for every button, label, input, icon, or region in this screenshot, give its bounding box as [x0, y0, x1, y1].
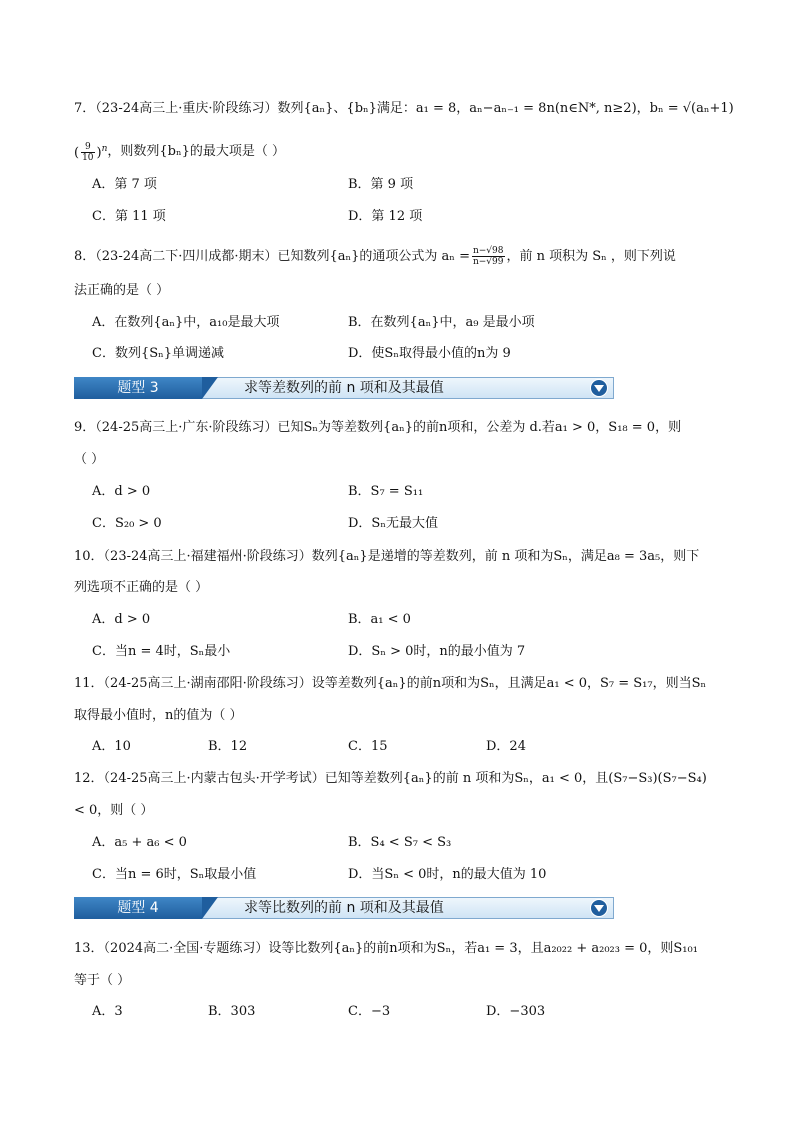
q10-option-b: B．a₁ < 0 — [348, 612, 411, 627]
q12-option-b: B．S₄ < S₇ < S₃ — [348, 835, 452, 850]
q11-option-a: A．10 — [92, 739, 131, 754]
section-banner-4 — [74, 897, 614, 919]
q9-stem-line2: （ ） — [74, 452, 105, 467]
q8-option-a: A．在数列{aₙ}中，a₁₀是最大项 — [92, 315, 280, 330]
q11-option-c: C．15 — [348, 739, 388, 754]
banner-tag-cut — [202, 377, 218, 399]
q8-frac-den: n−√99 — [472, 257, 504, 267]
q8-option-b: B．在数列{aₙ}中，a₉ 是最小项 — [348, 315, 535, 330]
q8-stem-line1 — [74, 246, 676, 267]
banner-tag: 题型 4 — [74, 897, 202, 919]
q7-option-d: D．第 12 项 — [348, 209, 423, 224]
q8-stem-text-a: 8．（23-24高二下·四川成都·期末）已知数列{aₙ}的通项公式为 aₙ = — [74, 249, 470, 264]
q13-option-d: D．−303 — [486, 1004, 546, 1019]
q7-stem-line1: 7．（23-24高三上·重庆·阶段练习）数列{aₙ}、{bₙ}满足：a₁ = 8，aₙ−aₙ₋₁ = 8n(n∈N*, n≥2)，bₙ = √(aₙ+1) — [74, 101, 734, 116]
banner-tag: 题型 3 — [74, 377, 202, 399]
q12-option-d: D．当Sₙ < 0时，n的最大值为 10 — [348, 867, 547, 882]
q9-option-c: C．S₂₀ > 0 — [92, 516, 162, 531]
q12-stem-line2: < 0，则（ ） — [74, 803, 154, 818]
q9-stem-line1: 9．（24-25高三上·广东·阶段练习）已知Sₙ为等差数列{aₙ}的前n项和，公差为 d.若a₁ > 0，S₁₈ = 0，则 — [74, 420, 682, 435]
q13-option-b: B．303 — [208, 1004, 256, 1019]
q9-option-b: B．S₇ = S₁₁ — [348, 484, 424, 499]
q11-option-d: D．24 — [486, 739, 526, 754]
q10-option-a: A．d > 0 — [92, 612, 151, 627]
q12-option-a: A．a₅ + a₆ < 0 — [92, 835, 187, 850]
banner-tag-cut — [202, 897, 218, 919]
section-banner-3 — [74, 377, 614, 399]
q12-option-c: C．当n = 6时，Sₙ取最小值 — [92, 867, 257, 882]
q12-stem-line1: 12．（24-25高三上·内蒙古包头·开学考试）已知等差数列{aₙ}的前 n 项和为Sₙ，a₁ < 0，且(S₇−S₃)(S₇−S₄) — [74, 771, 707, 786]
q11-stem-line1: 11．（24-25高三上·湖南邵阳·阶段练习）设等差数列{aₙ}的前n项和为Sₙ，且满足a₁ < 0，S₇ = S₁₇，则当Sₙ — [74, 676, 707, 691]
banner-title: 求等比数列的前 n 项和及其最值 — [244, 900, 444, 916]
q13-option-a: A．3 — [92, 1004, 123, 1019]
chevron-down-icon[interactable] — [590, 379, 608, 397]
q10-option-d: D．Sₙ > 0时，n的最小值为 7 — [348, 644, 526, 659]
q10-stem-line1: 10．（23-24高三上·福建福州·阶段练习）数列{aₙ}是递增的等差数列，前 n 项和为Sₙ，满足a₈ = 3a₅，则下 — [74, 549, 700, 564]
q7-fraction: ( $\frac{9}{10}$ )$^n$ — [74, 142, 108, 164]
q7-frac-num: 9 — [81, 142, 94, 153]
q10-option-c: C．当n = 4时，Sₙ最小 — [92, 644, 231, 659]
q9-option-a: A．d > 0 — [92, 484, 151, 499]
q7-stem-line2 — [74, 140, 285, 163]
q13-stem-line1: 13．（2024高二·全国·专题练习）设等比数列{aₙ}的前n项和为Sₙ，若a₁ = 3，且a₂₀₂₂ + a₂₀₂₃ = 0，则S₁₀₁ — [74, 941, 698, 956]
q7-option-b: B．第 9 项 — [348, 177, 414, 192]
q7-option-c: C．第 11 项 — [92, 209, 166, 224]
q8-stem-line2: 法正确的是（ ） — [74, 283, 170, 298]
q8-fraction — [472, 246, 505, 267]
q13-option-c: C．−3 — [348, 1004, 391, 1019]
q7-stem-text: ，则数列{bₙ}的最大项是（ ） — [107, 144, 286, 160]
q13-stem-line2: 等于（ ） — [74, 973, 131, 988]
q8-frac-num: n−√98 — [472, 246, 504, 256]
q8-option-d: D．使Sₙ取得最小值的n为 9 — [348, 346, 511, 361]
q8-stem-text-b: ，前 n 项积为 Sₙ ，则下列说 — [506, 249, 676, 264]
q11-option-b: B．12 — [208, 739, 248, 754]
q8-option-c: C．数列{Sₙ}单调递减 — [92, 346, 225, 361]
q10-stem-line2: 列选项不正确的是（ ） — [74, 580, 209, 595]
q9-option-d: D．Sₙ无最大值 — [348, 516, 438, 531]
q7-option-a: A．第 7 项 — [92, 177, 157, 192]
chevron-down-icon[interactable] — [590, 899, 608, 917]
q11-stem-line2: 取得最小值时，n的值为（ ） — [74, 708, 243, 723]
banner-title: 求等差数列的前 n 项和及其最值 — [244, 380, 444, 396]
q7-frac-den: 10 — [82, 153, 94, 164]
